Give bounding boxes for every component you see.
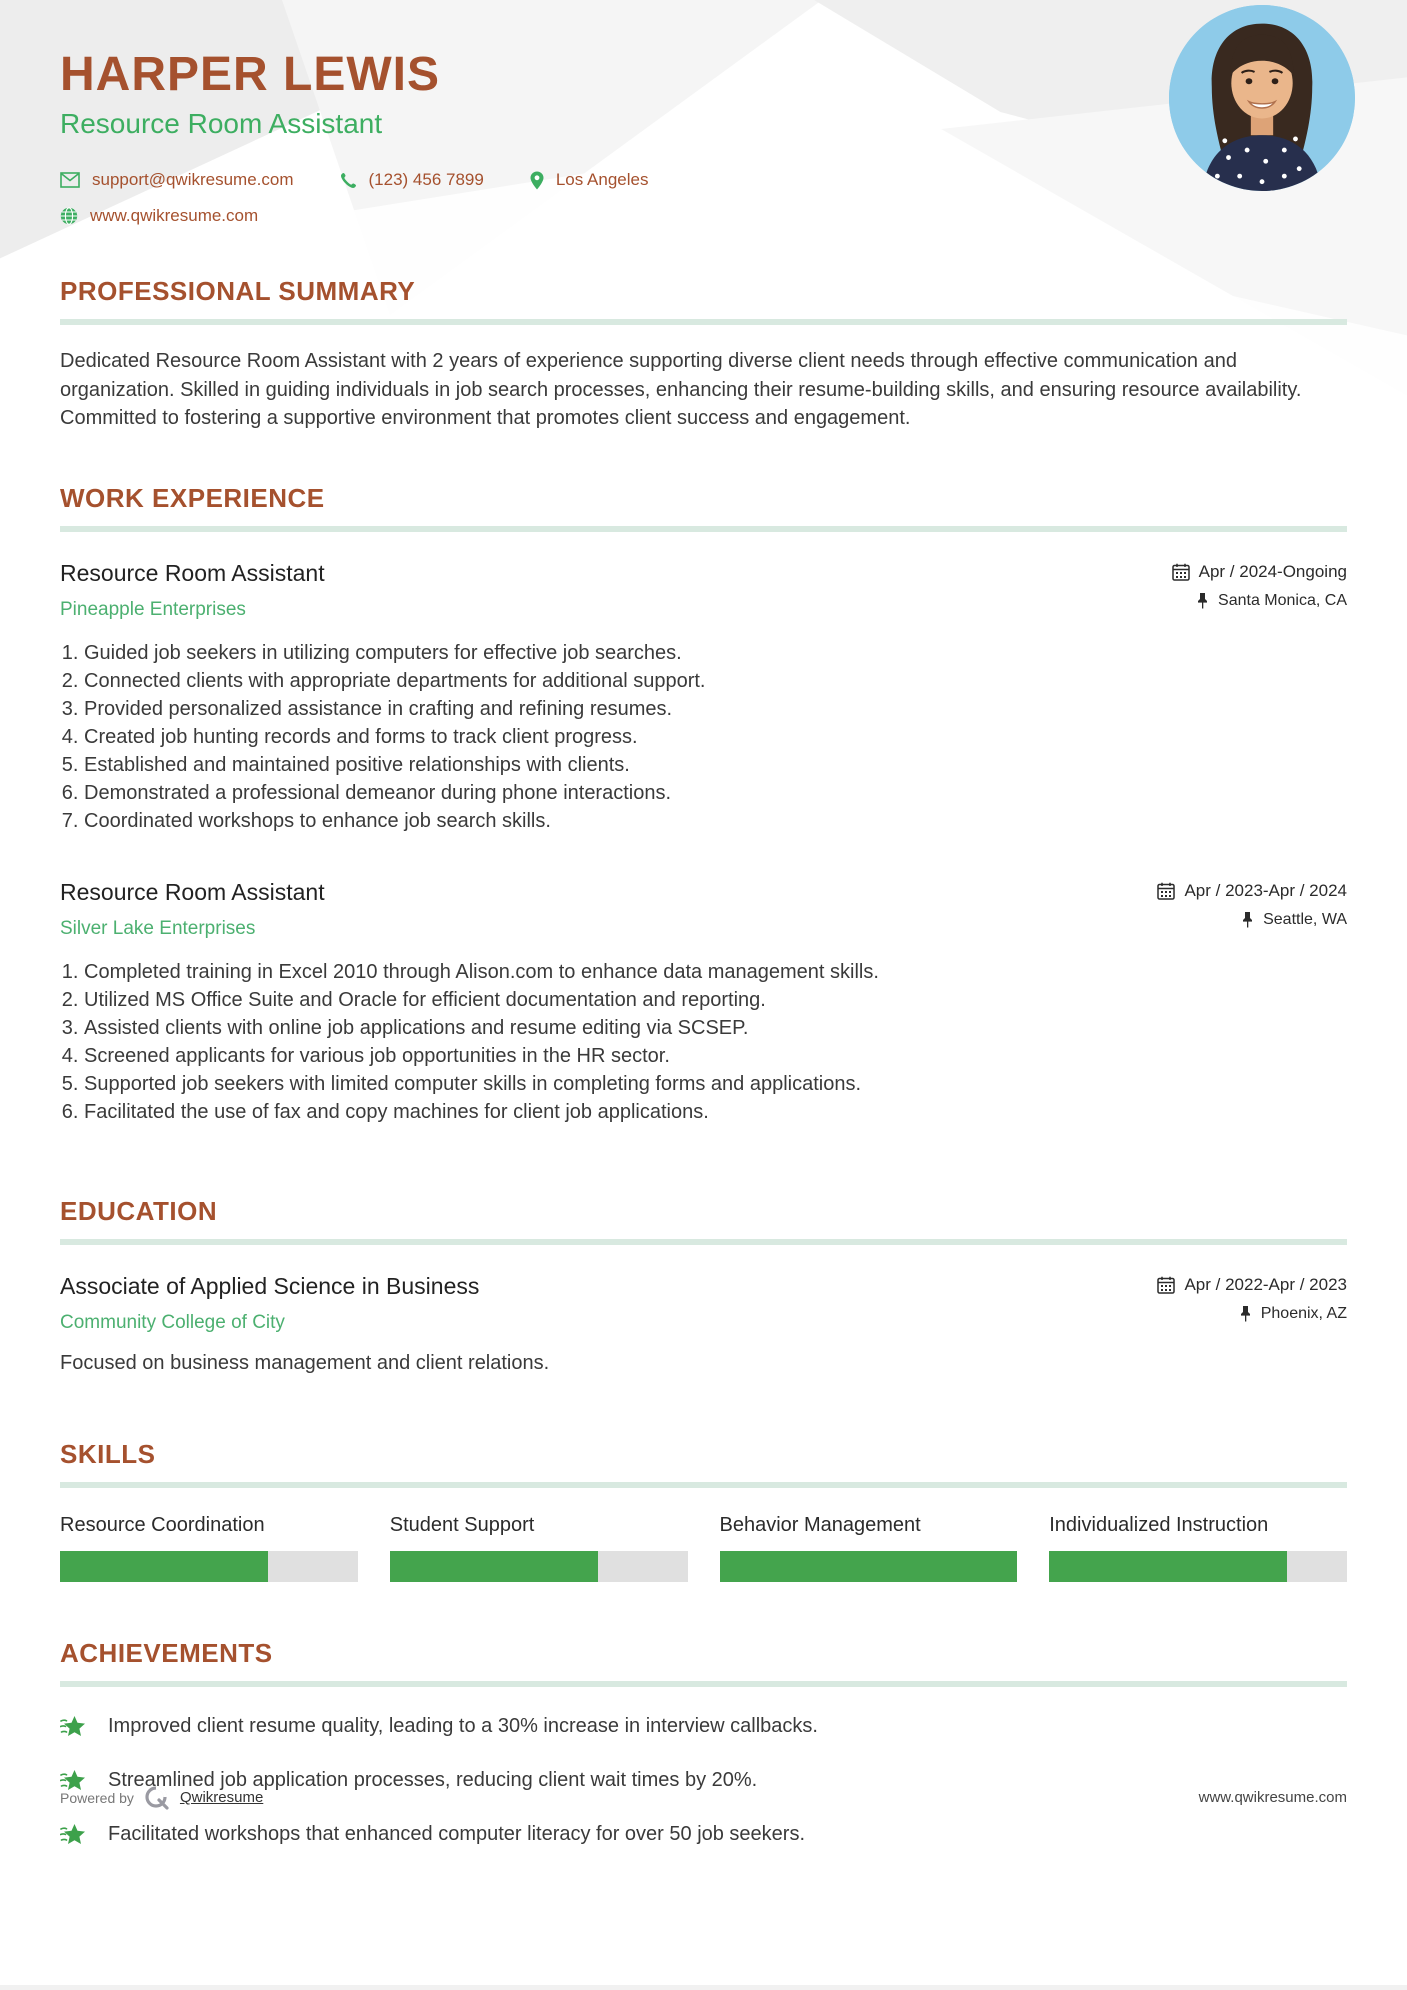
- skill-bar-fill: [720, 1551, 1018, 1582]
- header: [60, 0, 1347, 226]
- job-bullet: 4. Created job hunting records and forms to track client progress.: [84, 723, 1347, 751]
- portrait-illustration: [1169, 5, 1355, 191]
- skill-bar-fill: [60, 1551, 268, 1582]
- qwikresume-link[interactable]: Qwikresume: [179, 1789, 264, 1807]
- achievements-list: [60, 1715, 1347, 1847]
- summary-text: Dedicated Resource Room Assistant with 2 years of experience supporting diverse client needs through effective communication and organization. Skilled in guiding individuals in job search processes, enhancing their resume-building skills, and ensuring resource availability. Committed to fostering a supportive environment that promotes client success and engagement.: [60, 350, 1302, 430]
- section-work-experience: [60, 483, 1347, 1126]
- achievement-item: [60, 1823, 1347, 1847]
- job-bullet-list: [60, 639, 1347, 835]
- job-date-text: Apr / 2024-Ongoing: [1198, 561, 1347, 581]
- location-text: Los Angeles: [555, 170, 649, 190]
- education-location: [1157, 1305, 1347, 1323]
- achievements-heading: ACHIEVEMENTS: [60, 1637, 273, 1668]
- contact-email[interactable]: [60, 170, 294, 190]
- profile-photo: [1169, 5, 1355, 191]
- website-text: www.qwikresume.com: [90, 206, 259, 226]
- skill-bar-track: [1049, 1551, 1347, 1582]
- job-dates: [1157, 881, 1347, 901]
- job-company: Pineapple Enterprises: [60, 598, 246, 620]
- job-bullet: 7. Coordinated workshops to enhance job search skills.: [84, 807, 1347, 835]
- calendar-icon: [1157, 882, 1175, 900]
- summary-heading: PROFESSIONAL SUMMARY: [60, 276, 416, 307]
- skill-label: Resource Coordination: [60, 1513, 265, 1536]
- pushpin-icon: [1241, 911, 1254, 928]
- job-bullet: 1. Completed training in Excel 2010 through Alison.com to enhance data management skills.: [84, 958, 1347, 986]
- section-divider: [60, 1681, 1347, 1687]
- achievement-text: Improved client resume quality, leading to a 30% increase in interview callbacks.: [108, 1715, 818, 1738]
- job-location-text: Seattle, WA: [1263, 910, 1347, 928]
- page-bottom-edge: [0, 1985, 1407, 1990]
- pushpin-icon: [1196, 592, 1209, 609]
- job-location: [1157, 911, 1347, 929]
- achievement-item: [60, 1715, 1347, 1739]
- job-bullet: 5. Supported job seekers with limited computer skills in completing forms and applications.: [84, 1070, 1347, 1098]
- qwikresume-q-logo: [144, 1785, 170, 1811]
- achievement-text: Facilitated workshops that enhanced computer literacy for over 50 job seekers.: [108, 1823, 806, 1846]
- email-text: support@qwikresume.com: [92, 170, 294, 190]
- contact-location: [530, 170, 649, 190]
- skills-heading: SKILLS: [60, 1438, 156, 1469]
- job-bullet-list: [60, 958, 1347, 1126]
- pushpin-icon: [1239, 1305, 1252, 1322]
- job-title: Resource Room Assistant: [60, 559, 325, 586]
- skill-label: Individualized Instruction: [1049, 1513, 1269, 1536]
- skill-item: [390, 1514, 688, 1582]
- skill-bar-fill: [1049, 1551, 1287, 1582]
- job-title: Resource Room Assistant: [60, 878, 325, 905]
- job-entry-1: [60, 560, 1347, 835]
- contact-row-1: [60, 170, 1347, 190]
- map-pin-icon: [530, 171, 544, 190]
- job-location: [1172, 592, 1347, 610]
- job-bullet: 2. Utilized MS Office Suite and Oracle for efficient documentation and reporting.: [84, 986, 1347, 1014]
- job-bullet: 6. Facilitated the use of fax and copy machines for client job applications.: [84, 1098, 1347, 1126]
- job-location-text: Santa Monica, CA: [1218, 591, 1347, 609]
- calendar-icon: [1172, 563, 1190, 581]
- section-professional-summary: [60, 276, 1347, 432]
- section-skills: [60, 1439, 1347, 1582]
- skill-label: Behavior Management: [719, 1513, 921, 1536]
- email-icon: [60, 172, 80, 188]
- job-bullet: 3. Provided personalized assistance in crafting and refining resumes.: [84, 695, 1347, 723]
- degree-title: Associate of Applied Science in Business: [60, 1272, 480, 1299]
- job-bullet: 5. Established and maintained positive relationships with clients.: [84, 751, 1347, 779]
- section-divider: [60, 319, 1347, 325]
- footer-website[interactable]: www.qwikresume.com: [1198, 1789, 1347, 1807]
- work-heading: WORK EXPERIENCE: [60, 482, 325, 513]
- school-name: Community College of City: [60, 1311, 285, 1333]
- contact-row-2: [60, 206, 1347, 226]
- job-dates: [1172, 562, 1347, 582]
- skill-bar-track: [720, 1551, 1018, 1582]
- job-bullet: 1. Guided job seekers in utilizing computers for effective job searches.: [84, 639, 1347, 667]
- section-divider: [60, 1239, 1347, 1245]
- skill-item: [720, 1514, 1018, 1582]
- job-entry-2: [60, 879, 1347, 1126]
- phone-icon: [340, 172, 357, 189]
- achievement-text: Streamlined job application processes, reducing client wait times by 20%.: [108, 1769, 758, 1792]
- skill-label: Student Support: [389, 1513, 535, 1536]
- job-bullet: 6. Demonstrated a professional demeanor during phone interactions.: [84, 779, 1347, 807]
- job-bullet: 3. Assisted clients with online job applications and resume editing via SCSEP.: [84, 1014, 1347, 1042]
- education-dates: [1157, 1275, 1347, 1295]
- contact-website[interactable]: [60, 206, 258, 226]
- section-education: [60, 1196, 1347, 1375]
- star-icon: [60, 1823, 86, 1847]
- section-achievements: [60, 1638, 1347, 1847]
- star-icon: [60, 1715, 86, 1739]
- section-divider: [60, 526, 1347, 532]
- powered-by-label: Powered by: [60, 1789, 134, 1806]
- skill-item: [1049, 1514, 1347, 1582]
- section-divider: [60, 1482, 1347, 1488]
- education-heading: EDUCATION: [60, 1195, 218, 1226]
- contact-phone[interactable]: [340, 170, 484, 190]
- globe-icon: [60, 207, 78, 225]
- job-bullet: 2. Connected clients with appropriate departments for additional support.: [84, 667, 1347, 695]
- calendar-icon: [1157, 1276, 1175, 1294]
- skill-bar-track: [60, 1551, 358, 1582]
- education-location-text: Phoenix, AZ: [1260, 1304, 1347, 1322]
- education-date-text: Apr / 2022-Apr / 2023: [1184, 1274, 1347, 1294]
- education-entry: [60, 1273, 1347, 1375]
- skill-bar-fill: [390, 1551, 598, 1582]
- skill-bar-track: [390, 1551, 688, 1582]
- skill-item: [60, 1514, 358, 1582]
- phone-text: (123) 456 7899: [368, 170, 484, 190]
- job-bullet: 4. Screened applicants for various job opportunities in the HR sector.: [84, 1042, 1347, 1070]
- job-date-text: Apr / 2023-Apr / 2024: [1184, 880, 1347, 900]
- page-footer: [60, 1785, 1347, 1811]
- skills-grid: [60, 1514, 1347, 1582]
- person-name: HARPER LEWIS: [60, 48, 441, 101]
- person-job-title: Resource Room Assistant: [60, 108, 383, 140]
- education-description: Focused on business management and client relations.: [60, 1351, 550, 1374]
- job-company: Silver Lake Enterprises: [60, 917, 256, 939]
